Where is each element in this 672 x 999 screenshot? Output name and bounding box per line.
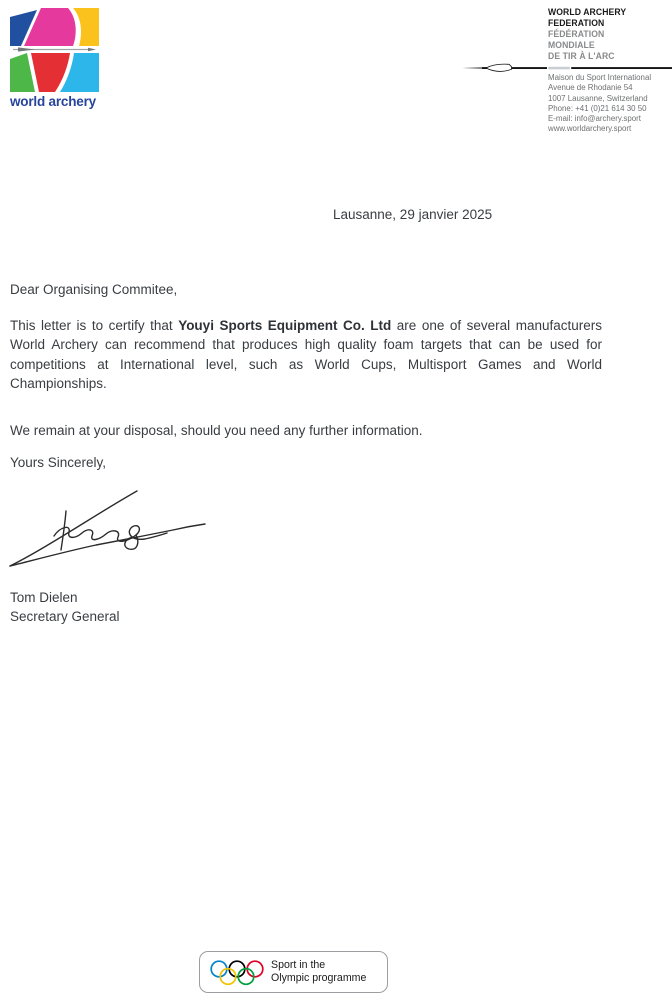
signature-icon — [8, 487, 213, 569]
address-line-street: Avenue de Rhodanie 54 — [548, 83, 633, 93]
org-title-en-line2: FEDERATION — [548, 18, 605, 29]
signer-name: Tom Dielen — [10, 590, 78, 605]
org-title-fr-line1: FÉDÉRATION — [548, 29, 605, 40]
address-line-email: E-mail: info@archery.sport — [548, 114, 641, 124]
address-line-website: www.worldarchery.sport — [548, 124, 632, 134]
olympic-rings-icon — [210, 959, 264, 987]
address-line-building: Maison du Sport International — [548, 73, 652, 82]
body-paragraph-1-pre: This letter is to certify that — [10, 318, 179, 333]
closing: Yours Sincerely, — [10, 455, 107, 470]
signer-title: Secretary General — [10, 609, 120, 625]
body-paragraph-1-post: are one of several manufacturers World Archery can recommend that produces high quality foam targets that can be used for competitions at International level, such as World Cups, Multisport Games and World Championships. — [10, 318, 602, 391]
address-line-phone: Phone: +41 (0)21 614 30 50 — [548, 103, 647, 113]
world-archery-logo-icon — [10, 8, 99, 92]
company-name: Youyi Sports Equipment Co. Ltd — [178, 318, 392, 333]
org-title-fr-line3: DE TIR À L'ARC — [548, 51, 615, 62]
logo-wordmark: world archery — [10, 94, 96, 109]
world-archery-logo — [10, 8, 99, 109]
org-title-block — [548, 7, 672, 62]
olympic-badge-text-line1: Sport in the — [271, 959, 326, 971]
body-paragraph-1 — [10, 316, 602, 393]
address-block — [548, 73, 672, 135]
org-title-fr-line2: MONDIALE — [548, 40, 595, 51]
body-paragraph-2: We remain at your disposal, should you need any further information. — [10, 423, 423, 438]
salutation: Dear Organising Commitee, — [10, 282, 178, 297]
address-line-city: 1007 Lausanne, Switzerland — [548, 93, 648, 103]
dateline: Lausanne, 29 janvier 2025 — [333, 207, 493, 222]
olympic-badge-text — [271, 959, 366, 985]
signer-block — [10, 588, 120, 627]
olympic-programme-badge — [199, 951, 388, 993]
olympic-badge-text-line2: Olympic programme — [271, 972, 367, 985]
org-title-en-line1: WORLD ARCHERY — [548, 7, 627, 18]
